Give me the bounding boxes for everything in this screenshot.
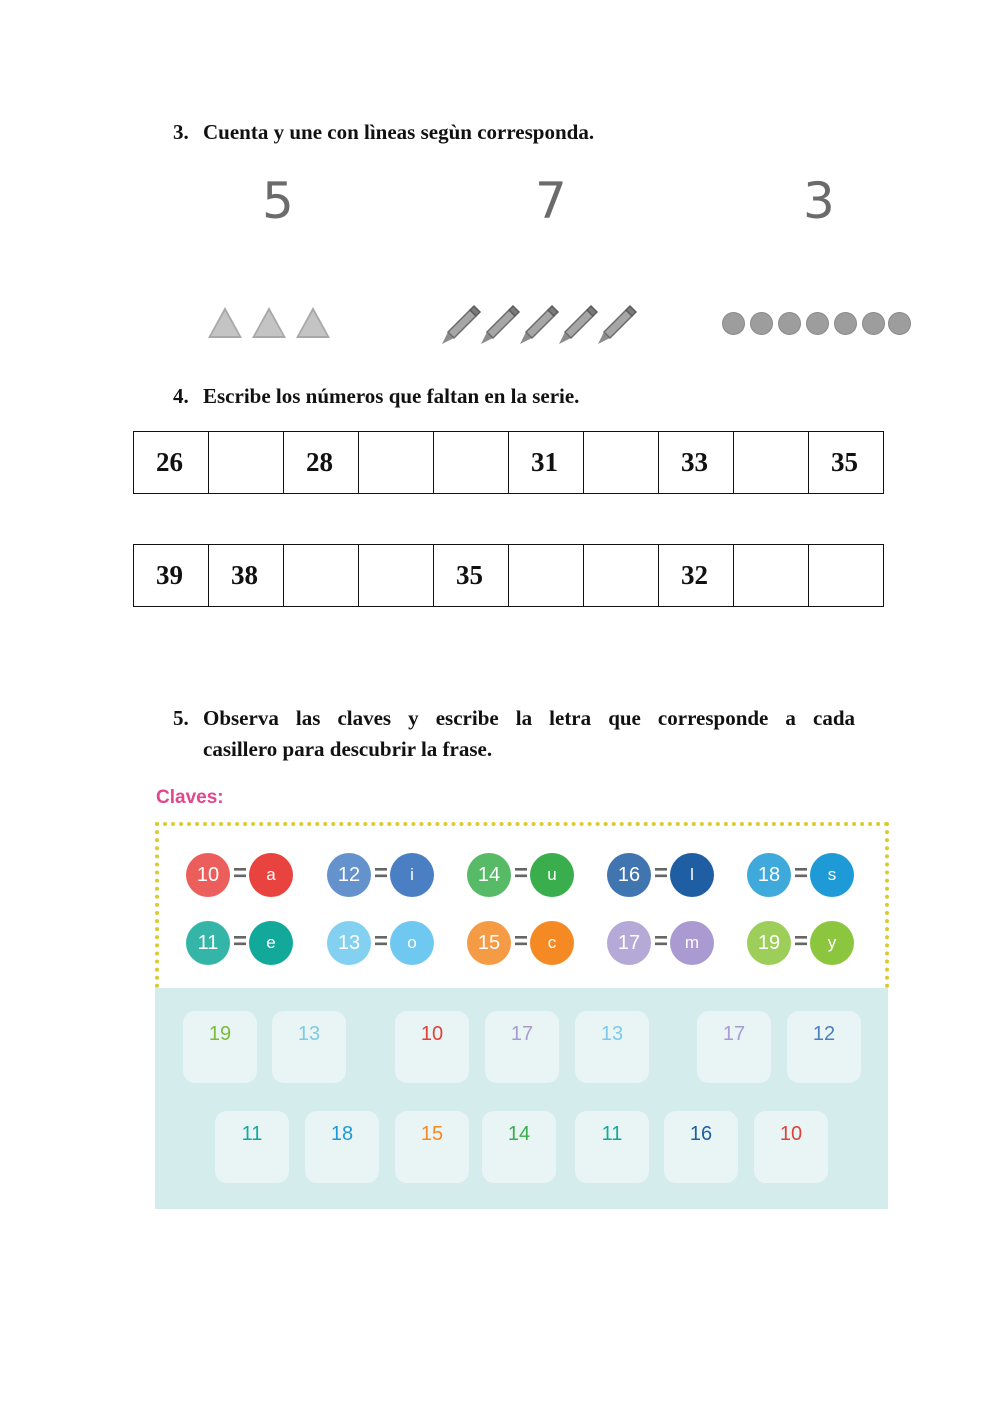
answer-tile[interactable]: 19	[183, 1011, 257, 1083]
key-10-a	[186, 853, 296, 897]
answer-tile[interactable]: 18	[305, 1111, 379, 1183]
answer-tile[interactable]: 12	[787, 1011, 861, 1083]
key-13-o	[327, 921, 437, 965]
series-cell[interactable]: 33	[659, 432, 734, 494]
q3-number-three[interactable]: 3	[803, 172, 835, 230]
key-12-i	[327, 853, 437, 897]
series-cell[interactable]	[359, 432, 434, 494]
equals-sign: =	[513, 928, 528, 955]
series-cell[interactable]	[584, 432, 659, 494]
series-cell[interactable]: 35	[434, 545, 509, 607]
answer-tile[interactable]: 17	[485, 1011, 559, 1083]
pencil-icon	[479, 304, 521, 346]
key-letter: y	[810, 921, 854, 965]
circle-shape	[778, 312, 801, 335]
answer-tile[interactable]: 10	[395, 1011, 469, 1083]
series-table-descending	[133, 544, 884, 607]
answer-tile[interactable]: 10	[754, 1111, 828, 1183]
pencil-icon	[440, 304, 482, 346]
key-number: 19	[747, 921, 791, 965]
q4-title: Escribe los números que faltan en la serie.	[203, 384, 580, 408]
key-letter: l	[670, 853, 714, 897]
q3-number-five[interactable]: 5	[262, 172, 294, 230]
q5-line1	[173, 703, 855, 734]
series-cell[interactable]: 28	[284, 432, 359, 494]
key-11-e	[186, 921, 296, 965]
answer-tile[interactable]: 17	[697, 1011, 771, 1083]
series-cell[interactable]: 39	[134, 545, 209, 607]
key-number: 18	[747, 853, 791, 897]
key-number: 13	[327, 921, 371, 965]
q5-title-line1: Observa las claves y escribe la letra que corresponde a cada	[203, 706, 855, 730]
answer-tile[interactable]: 13	[575, 1011, 649, 1083]
key-17-m	[607, 921, 717, 965]
key-letter: m	[670, 921, 714, 965]
triangles-group[interactable]	[205, 305, 335, 340]
key-number: 15	[467, 921, 511, 965]
answer-tile[interactable]: 11	[575, 1111, 649, 1183]
series-cell[interactable]	[509, 545, 584, 607]
answer-tile[interactable]: 16	[664, 1111, 738, 1183]
series-table-ascending	[133, 431, 884, 494]
key-number: 14	[467, 853, 511, 897]
answer-tile[interactable]: 14	[482, 1111, 556, 1183]
series-cell[interactable]	[809, 545, 884, 607]
q5-title-line2: casillero para descubrir la frase.	[203, 737, 493, 761]
key-15-c	[467, 921, 577, 965]
key-number: 17	[607, 921, 651, 965]
series-cell[interactable]: 31	[509, 432, 584, 494]
equals-sign: =	[373, 860, 388, 887]
q4-number: 4.	[173, 384, 189, 408]
series-cell[interactable]: 35	[809, 432, 884, 494]
equals-sign: =	[232, 928, 247, 955]
series-cell[interactable]	[584, 545, 659, 607]
key-number: 10	[186, 853, 230, 897]
q3-number: 3.	[173, 120, 189, 144]
answer-tile[interactable]: 13	[272, 1011, 346, 1083]
triangle-shape	[208, 307, 242, 338]
key-letter: i	[390, 853, 434, 897]
circle-shape	[722, 312, 745, 335]
series-cell[interactable]	[284, 545, 359, 607]
circle-shape	[888, 312, 911, 335]
key-letter: a	[249, 853, 293, 897]
equals-sign: =	[653, 860, 668, 887]
circle-shape	[750, 312, 773, 335]
q3-number-seven[interactable]: 7	[535, 172, 567, 230]
key-letter: s	[810, 853, 854, 897]
equals-sign: =	[513, 860, 528, 887]
circle-shape	[806, 312, 829, 335]
pencil-icon	[518, 304, 560, 346]
key-19-y	[747, 921, 857, 965]
circles-group[interactable]	[720, 312, 912, 337]
q3-title: Cuenta y une con lìneas segùn corresponda.	[203, 120, 595, 144]
equals-sign: =	[232, 860, 247, 887]
key-letter: c	[530, 921, 574, 965]
key-number: 16	[607, 853, 651, 897]
series-cell[interactable]	[434, 432, 509, 494]
q5-heading	[173, 703, 855, 765]
pencil-icon	[596, 304, 638, 346]
series-cell[interactable]	[359, 545, 434, 607]
key-letter: o	[390, 921, 434, 965]
key-16-l	[607, 853, 717, 897]
series-cell[interactable]: 26	[134, 432, 209, 494]
key-letter: u	[530, 853, 574, 897]
equals-sign: =	[373, 928, 388, 955]
circle-shape	[834, 312, 857, 335]
answer-tile[interactable]: 11	[215, 1111, 289, 1183]
q3-heading	[173, 117, 594, 148]
pencil-icon	[557, 304, 599, 346]
key-letter: e	[249, 921, 293, 965]
triangle-shape	[296, 307, 330, 338]
series-cell[interactable]	[734, 432, 809, 494]
triangle-shape	[252, 307, 286, 338]
answer-tile[interactable]: 15	[395, 1111, 469, 1183]
pencils-group[interactable]	[440, 302, 645, 348]
series-cell[interactable]	[209, 432, 284, 494]
circle-shape	[862, 312, 885, 335]
key-number: 12	[327, 853, 371, 897]
q4-heading	[173, 381, 579, 412]
series-cell[interactable]	[734, 545, 809, 607]
equals-sign: =	[653, 928, 668, 955]
equals-sign: =	[793, 928, 808, 955]
key-number: 11	[186, 921, 230, 965]
series-cell[interactable]: 38	[209, 545, 284, 607]
equals-sign: =	[793, 860, 808, 887]
key-14-u	[467, 853, 577, 897]
series-cell[interactable]: 32	[659, 545, 734, 607]
claves-label: Claves:	[156, 787, 224, 808]
key-18-s	[747, 853, 857, 897]
q5-number: 5.	[173, 706, 189, 730]
